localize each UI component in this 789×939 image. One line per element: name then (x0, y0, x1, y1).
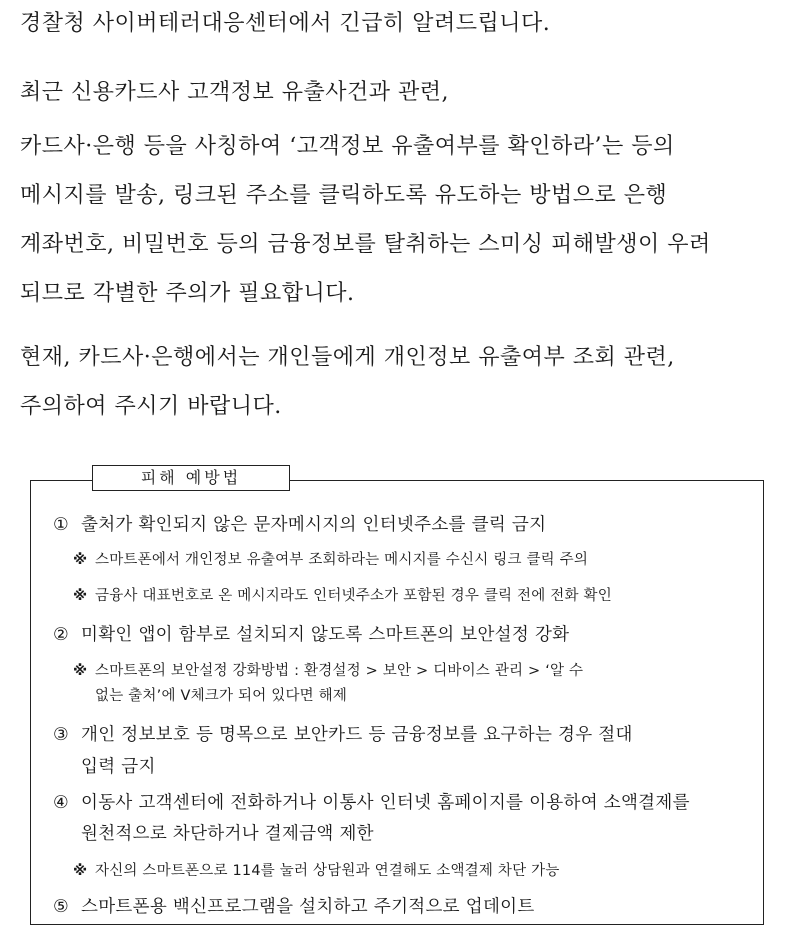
paragraph-line: 메시지를 발송, 링크된 주소를 클릭하도록 유도하는 방법으로 은행 (20, 183, 668, 208)
note-mark: ※ (73, 663, 88, 679)
item-number: ④ (53, 793, 69, 813)
item-text: 이동사 고객센터에 전화하거나 이통사 인터넷 홈페이지를 이용하여 소액결제를 (81, 793, 690, 813)
note-text: 스마트폰의 보안설정 강화방법 : 환경설정 > 보안 > 디바이스 관리 > ‘알 수 (95, 663, 584, 679)
notice-heading: 경찰청 사이버테러대응센터에서 긴급히 알려드립니다. (20, 11, 551, 36)
prevention-item-3-continued: 입력 금지 (81, 757, 156, 777)
prevention-note (73, 548, 588, 569)
note-mark: ※ (73, 588, 88, 604)
paragraph-line: 계좌번호, 비밀번호 등의 금융정보를 탈취하는 스미싱 피해발생이 우려 (20, 232, 711, 257)
note-text: 금융사 대표번호로 온 메시지라도 인터넷주소가 포함된 경우 클릭 전에 전화 확인 (95, 588, 612, 604)
prevention-item-3 (53, 721, 633, 746)
paragraph-line: 카드사·은행 등을 사칭하여 ‘고객정보 유출여부를 확인하라’는 등의 (20, 134, 675, 159)
item-text: 스마트폰용 백신프로그램을 설치하고 주기적으로 업데이트 (81, 897, 535, 917)
item-text: 출처가 확인되지 않은 문자메시지의 인터넷주소를 클릭 금지 (81, 515, 547, 535)
item-number: ③ (53, 725, 69, 745)
prevention-note (73, 859, 560, 880)
prevention-item-4-continued: 원천적으로 차단하거나 결제금액 제한 (81, 824, 374, 844)
item-number: ② (53, 625, 69, 645)
prevention-item-2 (53, 621, 569, 646)
paragraph-line: 주의하여 주시기 바랍니다. (20, 394, 282, 419)
prevention-item-4 (53, 789, 690, 814)
item-number: ① (53, 515, 69, 535)
prevention-box-title: 피해 예방법 (92, 465, 290, 491)
prevention-item-1 (53, 511, 546, 536)
note-text: 자신의 스마트폰으로 114를 눌러 상담원과 연결해도 소액결제 차단 가능 (95, 863, 560, 879)
prevention-note-continued: 없는 출처’에 V체크가 되어 있다면 해제 (95, 688, 348, 704)
prevention-item-5 (53, 893, 535, 918)
prevention-note (73, 584, 612, 605)
paragraph-line: 현재, 카드사·은행에서는 개인들에게 개인정보 유출여부 조회 관련, (20, 345, 675, 370)
prevention-note (73, 659, 583, 680)
smishing-warning-paragraph (20, 133, 770, 329)
item-text: 미확인 앱이 함부로 설치되지 않도록 스마트폰의 보안설정 강화 (81, 625, 570, 645)
item-text: 개인 정보보호 등 명목으로 보안카드 등 금융정보를 요구하는 경우 절대 (81, 725, 633, 745)
prevention-box (30, 480, 764, 925)
note-text: 스마트폰에서 개인정보 유출여부 조회하라는 메시지를 수신시 링크 클릭 주의 (95, 552, 589, 568)
note-mark: ※ (73, 552, 88, 568)
item-number: ⑤ (53, 897, 69, 917)
note-mark: ※ (73, 863, 88, 879)
notice-context: 최근 신용카드사 고객정보 유출사건과 관련, (20, 80, 450, 105)
paragraph-line: 되므로 각별한 주의가 필요합니다. (20, 281, 355, 306)
caution-paragraph (20, 344, 770, 442)
